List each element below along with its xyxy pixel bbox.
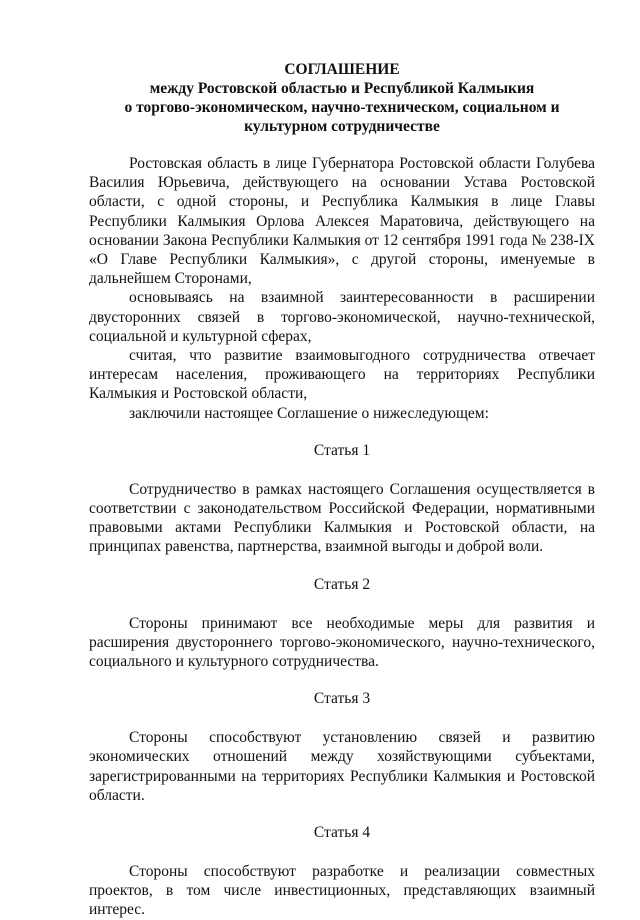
preamble bbox=[89, 154, 595, 423]
preamble-paragraph-considering: считая, что развитие взаимовыгодного сотрудничества отвечает интересам населения, проживающего на территориях Республики Калмыкия и Ростовской области, bbox=[89, 347, 595, 403]
preamble-paragraph-agreed: заключили настоящее Соглашение о нижеследующем: bbox=[129, 404, 489, 422]
article-1 bbox=[89, 441, 595, 557]
preamble-paragraph-interest: основываясь на взаимной заинтересованности в расширении двусторонних связей в торгово-экономической, научно-технической, социальной и культурной сферах, bbox=[89, 289, 595, 345]
article-3 bbox=[89, 689, 595, 805]
document-subtitle-line-2: о торгово-экономическом, научно-техническом, социальном и bbox=[124, 99, 560, 116]
article-2 bbox=[89, 575, 595, 672]
document-title: СОГЛАШЕНИЕ bbox=[284, 61, 400, 78]
article-2-heading: Статья 2 bbox=[313, 575, 371, 593]
article-1-text: Сотрудничество в рамках настоящего Соглашения осуществляется в соответствии с законодательством Российской Федерации, нормативными правовыми актами Республики Калмыкия и Ростовской области, на принципах равенства, партнерства, взаимной выгоды и доброй воли. bbox=[89, 480, 595, 556]
article-3-heading: Статья 3 bbox=[313, 690, 371, 708]
article-3-text: Стороны способствуют установлению связей и развитию экономических отношений между хозяйствующими субъектами, зарегистрированными на территориях Республики Калмыкия и Ростовской области. bbox=[89, 729, 595, 804]
document-page bbox=[89, 60, 595, 920]
article-4-text: Стороны способствуют разработке и реализации совместных проектов, в том числе инвестиционных, представляющих взаимный интерес. bbox=[89, 863, 595, 919]
document-subtitle-line-3: культурном сотрудничестве bbox=[244, 118, 440, 135]
article-4-heading: Статья 4 bbox=[313, 824, 371, 842]
article-4 bbox=[89, 823, 595, 920]
document-subtitle-line-1: между Ростовской областью и Республикой Калмыкия bbox=[149, 80, 535, 97]
preamble-paragraph-parties: Ростовская область в лице Губернатора Ростовской области Голубева Василия Юрьевича, действующего на основании Устава Ростовской области, с одной стороны, и Республика Калмыкия в лице Главы Республики Калмыкия Орлова Алексея Маратовича, действующего на основании Закона Республики Калмыкия от 12 сентября 1991 года № 238-IX «О Главе Республики Калмыкия», с другой стороны, именуемые в дальнейшем Сторонами, bbox=[89, 155, 595, 288]
document-title-block bbox=[89, 60, 595, 136]
article-1-heading: Статья 1 bbox=[313, 441, 371, 459]
article-2-text: Стороны принимают все необходимые меры для развития и расширения двустороннего торгово-экономического, научно-технического, социального и культурного сотрудничества. bbox=[89, 614, 595, 671]
